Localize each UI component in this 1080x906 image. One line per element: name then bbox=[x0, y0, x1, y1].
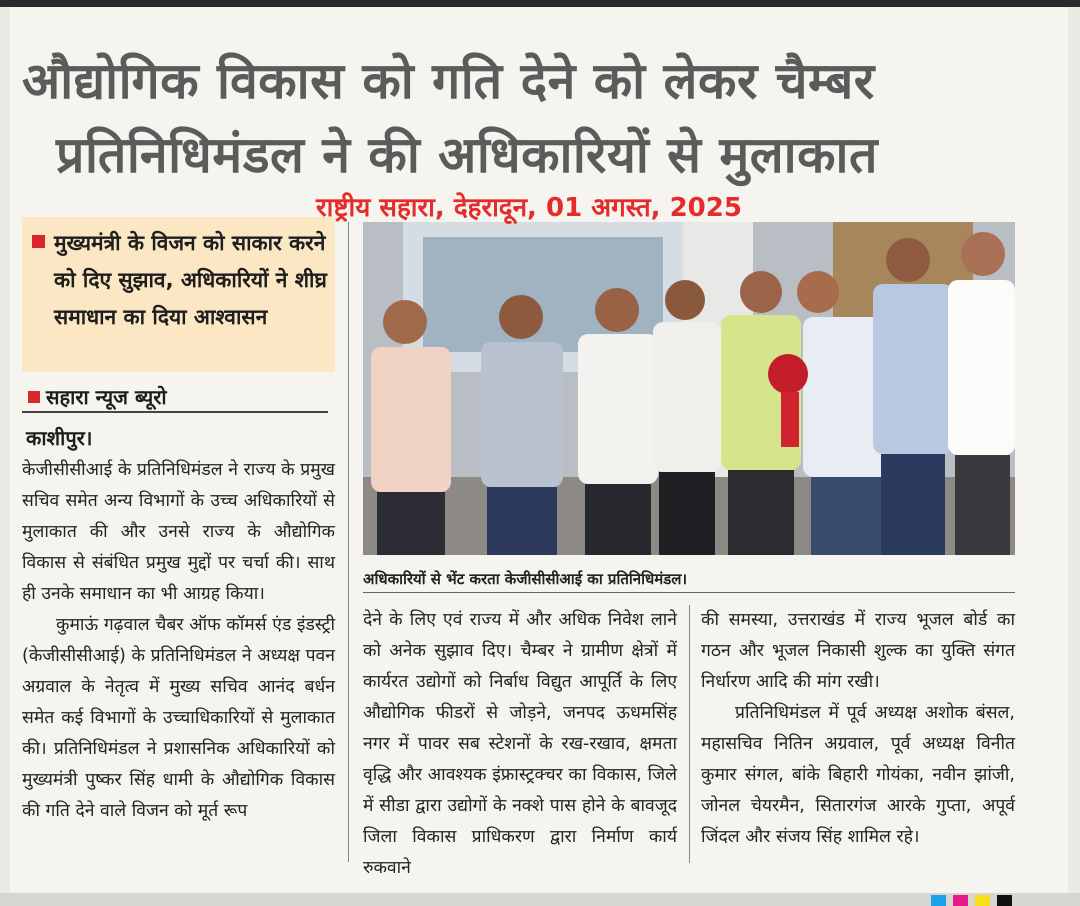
column-divider bbox=[348, 222, 349, 862]
photo-caption: अधिकारियों से भेंट करता केजीसीसीआई का प्रतिनिधिमंडल। bbox=[363, 566, 1015, 593]
group-photo bbox=[363, 222, 1015, 555]
magenta-registration-mark bbox=[953, 895, 968, 906]
photo-illustration bbox=[363, 222, 1015, 555]
highlight-text: मुख्यमंत्री के विजन को साकार करने को दिए सुझाव, अधिकारियों ने शीघ्र समाधान का दिया आश्वासन bbox=[54, 231, 327, 329]
top-border bbox=[0, 0, 1080, 7]
highlight-box bbox=[22, 217, 335, 372]
source-overlay-text: राष्ट्रीय सहारा, देहरादून, 01 अगस्त, 2025 bbox=[316, 193, 742, 223]
column-divider bbox=[689, 605, 690, 863]
paragraph: प्रतिनिधिमंडल में पूर्व अध्यक्ष अशोक बंसल, महासचिव नितिन अग्रवाल, पूर्व अध्यक्ष विनीत कुमार संगल, बांके बिहारी गोयंका, नवीन झांजी, जोनल चेयरमैन, सितारगंज आरके गुप्ता, अपूर्व जिंदल और संजय सिंह शामिल रहे। bbox=[701, 703, 1015, 847]
headline-line-2: प्रतिनिधिमंडल ने की अधिकारियों से मुलाकात bbox=[56, 126, 878, 184]
paragraph: कुमाऊं गढ़वाल चैबर ऑफ कॉमर्स एंड इंडस्ट्री (केजीसीसीआई) के प्रतिनिधिमंडल ने अध्यक्ष पवन अग्रवाल के नेतृत्व में मुख्य सचिव आनंद बर्धन समेत कई विभागों के उच्चाधिकारियों से मुलाकात की। प्रतिनिधिमंडल ने प्रशासनिक अधिकारियों को मुख्यमंत्री पुष्कर सिंह धामी के औद्योगिक विकास की गति देने वाले विजन को मूर्त रूप bbox=[22, 615, 335, 821]
bullet-square-icon bbox=[32, 235, 45, 248]
paragraph: देने के लिए एवं राज्य में और अधिक निवेश लाने को अनेक सुझाव दिए। चैम्बर ने ग्रामीण क्षेत्रों में कार्यरत उद्योगों को निर्बाध विद्युत आपूर्ति के लिए औद्योगिक फीडरों से जोड़ने, जनपद ऊधमसिंह नगर में पावर सब स्टेशनों के रख-रखाव, क्षमता वृद्धि और आवश्यक इंफ्रास्ट्रक्चर का विकास, जिले में सीडा द्वारा उद्योगों के नक्शे पास होने के बावजूद जिला विकास प्राधिकरण द्वारा निर्माण कार्य रुकवाने bbox=[363, 610, 677, 878]
bullet-square-icon bbox=[28, 391, 40, 403]
yellow-registration-mark bbox=[975, 895, 990, 906]
paragraph: की समस्या, उत्तराखंड में राज्य भूजल बोर्ड का गठन और भूजल निकासी शुल्क का युक्ति संगत निर्धारण आदि की मांग रखी। bbox=[701, 610, 1015, 692]
black-registration-mark bbox=[997, 895, 1012, 906]
article-column-1 bbox=[22, 455, 335, 827]
article-column-3 bbox=[701, 605, 1015, 853]
byline bbox=[22, 383, 328, 413]
headline-line-1: औद्योगिक विकास को गति देने को लेकर चैम्बर bbox=[22, 52, 875, 110]
cyan-registration-mark bbox=[931, 895, 946, 906]
bottom-strip bbox=[0, 893, 1080, 906]
paragraph: केजीसीसीआई के प्रतिनिधिमंडल ने राज्य के प्रमुख सचिव समेत अन्य विभागों के उच्च अधिकारियों से मुलाकात की और उनसे राज्य के औद्योगिक विकास से संबंधित प्रमुख मुद्दों पर चर्चा की। साथ ही उनके समाधान का भी आग्रह किया। bbox=[22, 460, 335, 604]
byline-text: सहारा न्यूज ब्यूरो bbox=[46, 385, 167, 409]
article-column-2 bbox=[363, 605, 677, 884]
dateline: काशीपुर। bbox=[26, 426, 93, 450]
